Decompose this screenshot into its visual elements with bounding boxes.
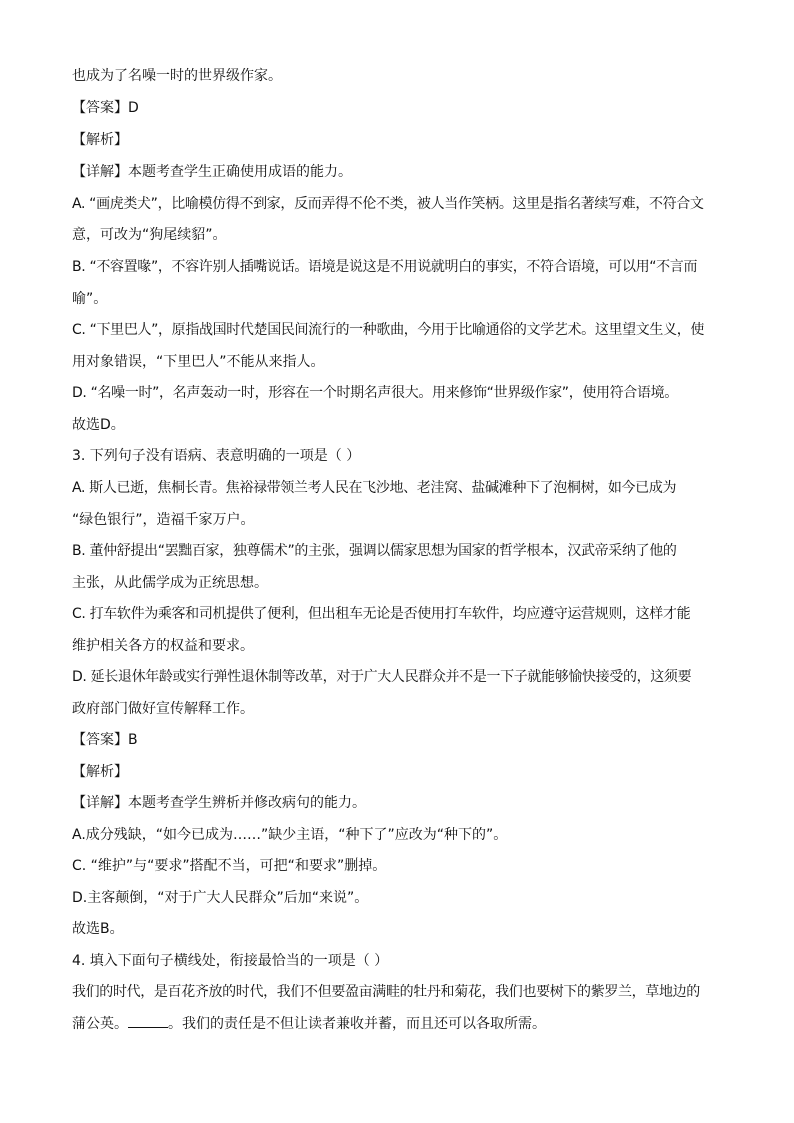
text-line: 故选B。 xyxy=(72,921,124,937)
text-line: 我们的时代，是百花齐放的时代，我们不但要盈亩满畦的牡丹和菊花，我们也要树下的紫罗兰，草地边的 xyxy=(72,984,700,1000)
fill-in-blank xyxy=(128,1015,168,1028)
text-line: “绿色银行”，造福千家万户。 xyxy=(72,512,255,528)
question-stem: 3. 下列句子没有语病、表意明确的一项是（ ） xyxy=(72,448,361,464)
option-c: C. 打车软件为乘客和司机提供了便利，但出租车无论是否使用打车软件，均应遵守运营规则，这样才能 xyxy=(72,606,691,622)
question-stem: 4. 填入下面句子横线处，衔接最恰当的一项是（ ） xyxy=(72,953,389,969)
analysis-heading: 【解析】 xyxy=(72,764,128,780)
text-segment: 蒲公英。 xyxy=(72,1016,128,1032)
analysis-heading: 【解析】 xyxy=(72,132,128,148)
text-line: A.成分残缺，“如今已成为……”缺少主语，“种下了”应改为“种下的”。 xyxy=(72,827,508,843)
text-line: 意，可改为“狗尾续貂”。 xyxy=(72,227,227,243)
option-b: B. 董仲舒提出“罢黜百家，独尊儒术”的主张，强调以儒家思想为国家的哲学根本，汉武帝采纳了他的 xyxy=(72,543,677,559)
text-line: 用对象错误，“下里巴人”不能从来指人。 xyxy=(72,354,325,370)
answer-line: 【答案】B xyxy=(72,732,138,748)
option-d: D. 延长退休年龄或实行弹性退休制等改革，对于广大人民群众并不是一下子就能够愉快接受的，这须要 xyxy=(72,669,692,685)
text-line: C. “下里巴人”，原指战国时代楚国民间流行的一种歌曲，今用于比喻通俗的文学艺术。这里望文生义，使 xyxy=(72,322,705,338)
text-line: D. “名噪一时”，名声轰动一时，形容在一个时期名声很大。用来修饰“世界级作家”，使用符合语境。 xyxy=(72,385,678,401)
text-line-with-blank xyxy=(72,1015,546,1033)
text-line: B. “不容置喙”，不容许别人插嘴说话。语境是说这是不用说就明白的事实，不符合语境，可以用“不言而 xyxy=(72,259,698,275)
detail-line: 【详解】本题考查学生辨析并修改病句的能力。 xyxy=(72,795,366,811)
text-line: A. “画虎类犬”，比喻模仿得不到家，反而弄得不伦不类，被人当作笑柄。这里是指名著续写难，不符合文 xyxy=(72,196,704,212)
text-line: 政府部门做好宣传解释工作。 xyxy=(72,701,254,717)
text-line: 故选D。 xyxy=(72,417,125,433)
text-segment: 。我们的责任是不但让读者兼收并蓄，而且还可以各取所需。 xyxy=(168,1016,546,1032)
text-line: 也成为了名噪一时的世界级作家。 xyxy=(72,68,282,84)
text-line: 维护相关各方的权益和要求。 xyxy=(72,638,254,654)
detail-line: 【详解】本题考查学生正确使用成语的能力。 xyxy=(72,164,352,180)
text-line: C. “维护”与“要求”搭配不当，可把“和要求”删掉。 xyxy=(72,858,387,874)
answer-line: 【答案】D xyxy=(72,100,139,116)
text-line: 主张，从此儒学成为正统思想。 xyxy=(72,575,268,591)
text-line: D.主客颠倒，“对于广大人民群众”后加“来说”。 xyxy=(72,890,369,906)
option-a: A. 斯人已逝，焦桐长青。焦裕禄带领兰考人民在飞沙地、老洼窝、盐碱滩种下了泡桐树，如今已成为 xyxy=(72,480,677,496)
text-line: 喻”。 xyxy=(72,291,108,307)
